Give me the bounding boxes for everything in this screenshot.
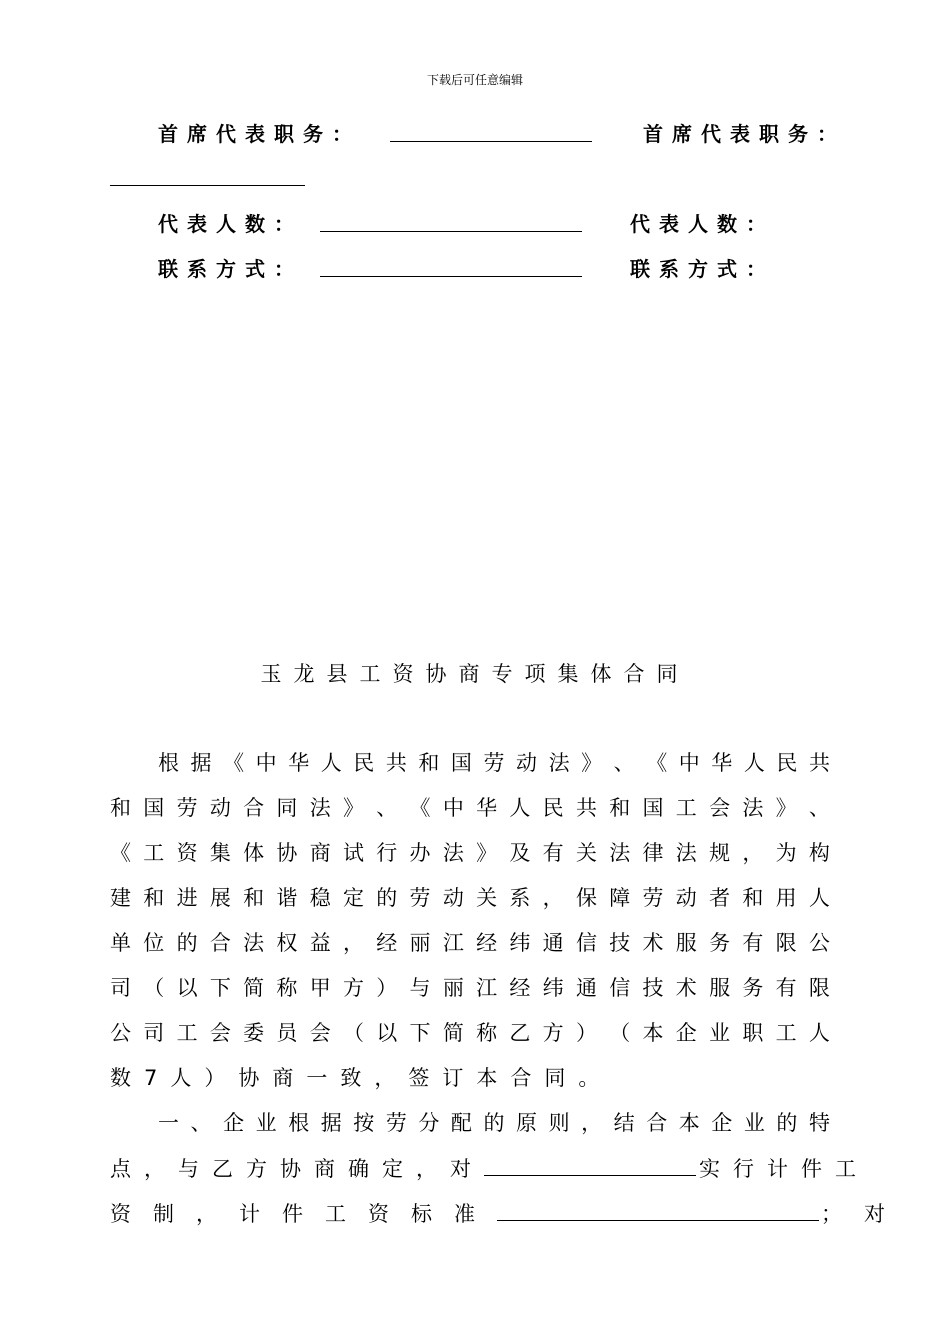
body-line: 《 工 资 集 体 协 商 试 行 办 法 》 及 有 关 法 律 法 规 ， 为 构 bbox=[110, 841, 830, 865]
chief-title-label-right: 首席代表职务： bbox=[643, 122, 846, 146]
body-line-with-blank bbox=[110, 1153, 869, 1183]
body-line: 数7人）协商一致，签订本合同。 bbox=[110, 1066, 613, 1090]
contact-blank-left[interactable] bbox=[320, 276, 582, 277]
body-text-segment: 实行计件工 bbox=[699, 1157, 869, 1181]
body-text-segment: ；对 bbox=[821, 1202, 907, 1226]
count-blank-left[interactable] bbox=[320, 231, 582, 232]
piece-wage-standard-blank[interactable] bbox=[497, 1198, 819, 1221]
chief-title-blank-left[interactable] bbox=[390, 141, 592, 142]
count-label-left: 代表人数： bbox=[158, 212, 303, 236]
count-label-right: 代表人数： bbox=[630, 212, 775, 236]
body-line: 单 位 的 合 法 权 益 ， 经 丽 江 经 纬 通 信 技 术 服 务 有 限 公 bbox=[110, 931, 830, 955]
body-line: 司 （ 以 下 简 称 甲 方 ） 与 丽 江 经 纬 通 信 技 术 服 务 有 限 bbox=[110, 976, 830, 1000]
contact-label-right: 联系方式： bbox=[630, 257, 775, 281]
chief-title-label-left: 首席代表职务： bbox=[158, 122, 361, 146]
work-type-blank[interactable] bbox=[484, 1153, 696, 1176]
body-line-with-blank bbox=[110, 1198, 907, 1228]
body-line: 公 司 工 会 委 员 会 （ 以 下 简 称 乙 方 ） （ 本 企 业 职 工 人 bbox=[110, 1021, 830, 1045]
contract-title: 玉龙县工资协商专项集体合同 bbox=[260, 662, 690, 686]
body-line: 和 国 劳 动 合 同 法 》 、 《 中 华 人 民 共 和 国 工 会 法 》 、 bbox=[110, 796, 830, 820]
body-line: 根 据 《 中 华 人 民 共 和 国 劳 动 法 》 、 《 中 华 人 民 共 bbox=[158, 751, 830, 775]
body-line: 一 、 企 业 根 据 按 劳 分 配 的 原 则 ， 结 合 本 企 业 的 特 bbox=[158, 1111, 830, 1135]
chief-title-blank-right[interactable] bbox=[110, 185, 305, 186]
body-text-segment: 资制，计件工资标准 bbox=[110, 1202, 497, 1226]
body-text-segment: 点，与乙方协商确定，对 bbox=[110, 1157, 484, 1181]
page-header-note: 下载后可任意编辑 bbox=[426, 73, 523, 87]
body-line: 建 和 进 展 和 谐 稳 定 的 劳 动 关 系 ， 保 障 劳 动 者 和 用 人 bbox=[110, 886, 830, 910]
contact-label-left: 联系方式： bbox=[158, 257, 303, 281]
